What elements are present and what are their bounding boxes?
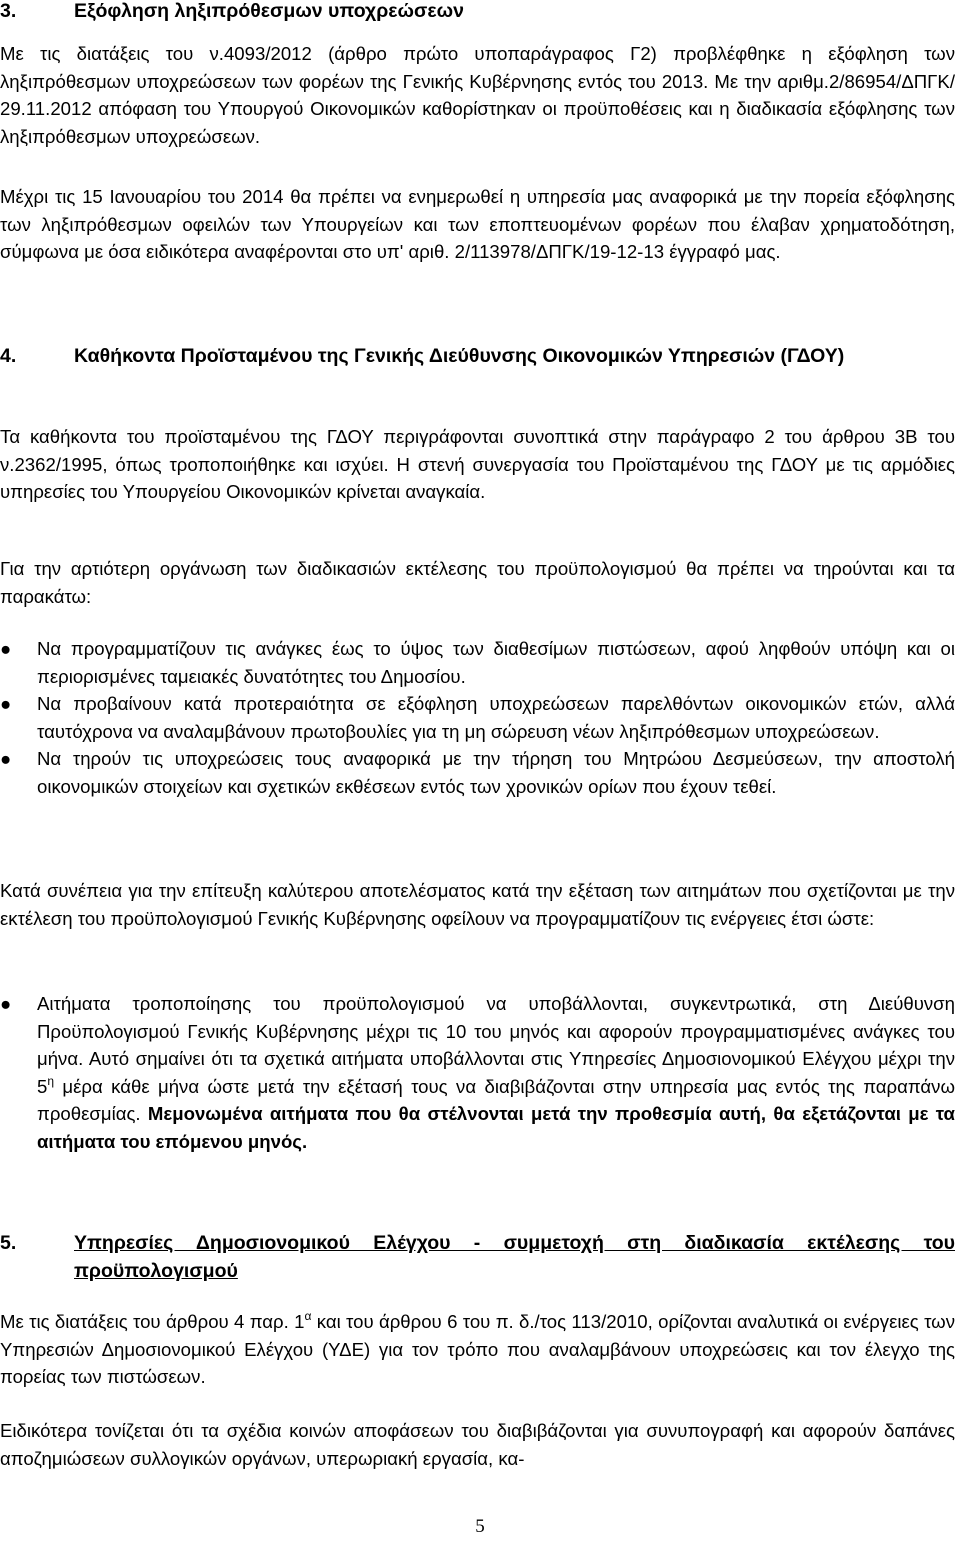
bullet-icon: ● bbox=[0, 993, 12, 1014]
section-number: 5. bbox=[0, 1232, 17, 1254]
section-4-heading bbox=[0, 343, 955, 371]
page-number: 5 bbox=[475, 1516, 485, 1537]
bullet-icon: ● bbox=[0, 693, 12, 714]
list-item: ● Αιτήματα τροποποίησης του προϋπολογισμού να υποβάλλονται, συγκεντρωτικά, στη Διεύθυνση Προϋπολογισμού Γενικής Κυβέρνησης μέχρι τις 10 του μηνός και αφορούν προγραμματισμένες ανάγκες του μήνα. Αυτό σημαίνει ότι τα σχετικά αιτήματα υποβάλλονται στις Υπηρεσίες Δημοσιονομικού Ελέγχου μέχρι την $5^\eta$ μέρα κάθε μήνα ώστε μετά την εξέτασή τους να διαβιβάζονται στην υπηρεσία μας εντός της παραπάνω προθεσμίας. Μεμονωμένα αιτήματα που θα στέλνονται μετά την προθεσμία αυτή, θα εξετάζονται με τα αιτήματα του επόμενου μηνός. bbox=[0, 990, 955, 1155]
section-3-heading bbox=[0, 0, 955, 26]
bullet-list bbox=[0, 990, 955, 1155]
paragraph: Κατά συνέπεια για την επίτευξη καλύτερου αποτελέσματος κατά την εξέταση των αιτημάτων που σχετίζονται με την εκτέλεση του προϋπολογισμού Γενικής Κυβέρνησης οφείλουν να προγραμματίζουν τις ενέργειες έτσι ώστε: bbox=[0, 880, 955, 929]
section-title: Εξόφληση ληξιπρόθεσμων υποχρεώσεων bbox=[74, 0, 464, 22]
paragraph: Για την αρτιότερη οργάνωση των διαδικασιών εκτέλεσης του προϋπολογισμού θα πρέπει να τηρούνται και τα παρακάτω: bbox=[0, 558, 955, 607]
section-title: Υπηρεσίες Δημοσιονομικού Ελέγχου - συμμετοχή στη διαδικασία εκτέλεσης του προϋπολογισμού bbox=[74, 1232, 955, 1282]
section-title: Καθήκοντα Προϊσταμένου της Γενικής Διεύθυνσης Οικονομικών Υπηρεσιών (ΓΔΟΥ) bbox=[74, 345, 845, 367]
section-5-heading bbox=[0, 1230, 955, 1285]
section-number: 4. bbox=[0, 345, 17, 367]
bold-note: Μεμονωμένα αιτήματα που θα στέλνονται μετά την προθεσμία αυτή, θα εξετάζονται με τα αιτήματα του επόμενου μηνός. bbox=[37, 1103, 955, 1152]
list-item: ● Να τηρούν τις υποχρεώσεις τους αναφορικά με την τήρηση του Μητρώου Δεσμεύσεων, την αποστολή οικονομικών στοιχείων και σχετικών εκθέσεων εντός των χρονικών ορίων που έχουν τεθεί. bbox=[0, 745, 955, 800]
paragraph: Με τις διατάξεις του άρθρου 4 παρ. $1^\alpha$ και του άρθρου 6 του π. δ./τος 113/2010, ορίζονται αναλυτικά οι ενέργειες των Υπηρεσιών Δημοσιονομικού Ελέγχου (ΥΔΕ) για τον τρόπο που αναλαμβάνουν υποχρεώσεις και τον έλεγχο της πορείας των πιστώσεων. bbox=[0, 1309, 955, 1387]
bullet-icon: ● bbox=[0, 748, 12, 769]
section-number: 3. bbox=[0, 0, 17, 22]
bullet-list bbox=[0, 635, 955, 800]
list-item: ● Να προγραμματίζουν τις ανάγκες έως το ύψος των διαθεσίμων πιστώσεων, αφού ληφθούν υπόψη και οι περιορισμένες ταμειακές δυνατότητες του Δημοσίου. bbox=[0, 635, 955, 690]
paragraph: Ειδικότερα τονίζεται ότι τα σχέδια κοινών αποφάσεων του διαβιβάζονται για συνυπογραφή και αφορούν δαπάνες αποζημιώσεων συλλογικών οργάνων, υπερωριακή εργασία, κα- bbox=[0, 1420, 955, 1469]
paragraph: Μέχρι τις 15 Ιανουαρίου του 2014 θα πρέπει να ενημερωθεί η υπηρεσία μας αναφορικά με την πορεία εξόφλησης των ληξιπρόθεσμων οφειλών των Υπουργείων και των εποπτευομένων φορέων που έλαβαν χρηματοδότηση, σύμφωνα με όσα ειδικότερα αναφέρονται στο υπ' αριθ. 2/113978/ΔΠΓΚ/19-12-13 έγγραφό μας. bbox=[0, 186, 955, 262]
bullet-icon: ● bbox=[0, 638, 12, 659]
list-item: ● Να προβαίνουν κατά προτεραιότητα σε εξόφληση υποχρεώσεων παρελθόντων οικονομικών ετών, αλλά ταυτόχρονα να αναλαμβάνουν πρωτοβουλίες για τη μη σώρευση νέων ληξιπρόθεσμων υποχρεώσεων. bbox=[0, 690, 955, 745]
paragraph: Τα καθήκοντα του προϊσταμένου της ΓΔΟΥ περιγράφονται συνοπτικά στην παράγραφο 2 του άρθρου 3Β του ν.2362/1995, όπως τροποποιήθηκε και ισχύει. Η στενή συνεργασία του Προϊσταμένου της ΓΔΟΥ με τις αρμόδιες υπηρεσίες του Υπουργείου Οικονομικών κρίνεται αναγκαία. bbox=[0, 426, 955, 502]
paragraph: Με τις διατάξεις του ν.4093/2012 (άρθρο πρώτο υποπαράγραφος Γ2) προβλέφθηκε η εξόφληση των ληξιπρόθεσμων υποχρεώσεων των φορέων της Γενικής Κυβέρνησης εντός του 2013. Με την αριθμ.2/86954/ΔΠΓΚ/ 29.11.2012 απόφαση του Υπουργού Οικονομικών καθορίστηκαν οι προϋποθέσεις και η διαδικασία εξόφλησης των ληξιπρόθεσμων υποχρεώσεων. bbox=[0, 43, 955, 147]
